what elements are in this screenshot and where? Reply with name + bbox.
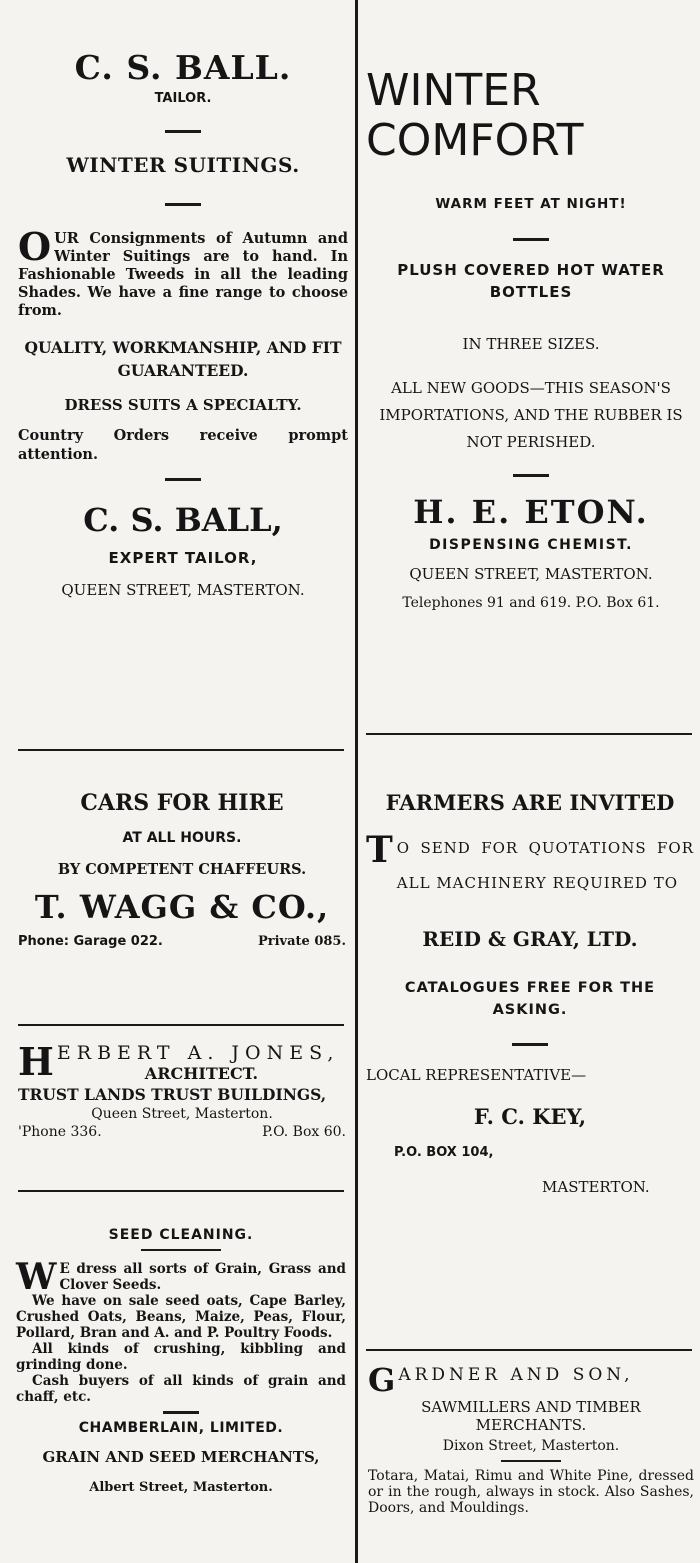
divider <box>512 1043 548 1046</box>
ball-trade: TAILOR. <box>154 91 212 106</box>
gardner-street: Dixon Street, Masterton. <box>442 1438 620 1454</box>
rule <box>366 1349 692 1351</box>
eton-phones: Telephones 91 and 619. P.O. Box 61. <box>402 595 660 611</box>
ad-gardner <box>360 1362 700 1516</box>
ball-guarantee: QUALITY, WORKMANSHIP, AND FIT GUARANTEED. <box>24 338 342 380</box>
seed-trade: GRAIN AND SEED MERCHANTS, <box>42 1448 320 1466</box>
wagg-name: T. WAGG & CO., <box>34 888 330 926</box>
eton-product-1: PLUSH COVERED HOT WATER <box>397 261 665 279</box>
divider <box>165 203 201 206</box>
jones-street: Queen Street, Masterton. <box>91 1106 273 1122</box>
ball-name: C. S. BALL. <box>74 48 292 87</box>
divider <box>513 474 549 477</box>
divider <box>501 1460 561 1462</box>
wagg-sub: AT ALL HOURS. <box>122 830 242 846</box>
eton-product-2: BOTTLES <box>489 283 573 301</box>
seed-p2: We have on sale seed oats, Cape Barley, Crushed Oats, Beans, Maize, Peas, Flour, Pollard, Bran and A. and P. Poultry Foods. <box>16 1293 346 1341</box>
jones-box: P.O. Box 60. <box>262 1124 346 1140</box>
divider <box>165 478 201 481</box>
rule <box>18 1024 344 1026</box>
ball-name-2: C. S. BALL, <box>83 501 283 539</box>
ball-body: OUR Consignments of Autumn and Winter Suitings are to hand. In Fashionable Tweeds in all the leading Shades. We have a fine range to choose from. <box>18 224 348 319</box>
eton-name: H. E. ETON. <box>413 493 649 531</box>
reid-headline: FARMERS ARE INVITED <box>385 790 675 815</box>
reid-catalogues: CATALOGUES FREE FOR THE ASKING. <box>404 980 656 1018</box>
rule <box>18 1190 344 1192</box>
eton-address: QUEEN STREET, MASTERTON. <box>409 565 653 583</box>
eton-title: DISPENSING CHEMIST. <box>429 537 633 553</box>
rule <box>18 749 344 751</box>
seed-p4: Cash buyers of all kinds of grain and chaff, etc. <box>16 1373 346 1405</box>
gardner-trade: SAWMILLERS AND TIMBER MERCHANTS. <box>421 1398 641 1434</box>
wagg-phones <box>18 934 346 949</box>
wagg-phone: Phone: Garage 022. <box>18 934 163 949</box>
divider <box>513 238 549 241</box>
reid-dropcap: T <box>366 829 394 871</box>
eton-goods: ALL NEW GOODS—THIS SEASON'S IMPORTATIONS, AND THE RUBBER IS NOT PERISHED. <box>379 379 683 451</box>
ad-chamberlain <box>0 1227 354 1495</box>
reid-local: LOCAL REPRESENTATIVE— <box>366 1066 587 1084</box>
ball-specialty: DRESS SUITS A SPECIALTY. <box>64 396 302 414</box>
rule <box>366 733 692 735</box>
seed-p3: All kinds of crushing, kibbling and grinding done. <box>16 1341 346 1373</box>
ad-cs-ball <box>0 48 354 599</box>
reid-box: P.O. BOX 104, <box>394 1145 494 1160</box>
divider <box>141 1249 221 1251</box>
eton-sizes: IN THREE SIZES. <box>462 335 600 353</box>
column-divider <box>355 0 358 1563</box>
ball-headline: WINTER SUITINGS. <box>66 153 300 177</box>
reid-company: REID & GRAY, LTD. <box>422 927 638 951</box>
wagg-headline: CARS FOR HIRE <box>80 790 284 816</box>
gardner-name: ARDNER AND SON, <box>398 1365 634 1385</box>
ball-country: Country Orders receive prompt attention. <box>18 427 348 463</box>
eton-headline-2: COMFORT <box>366 115 584 166</box>
seed-headline: SEED CLEANING. <box>108 1227 254 1243</box>
eton-headline-1: WINTER <box>366 65 541 116</box>
wagg-by: BY COMPETENT CHAFFEURS. <box>57 861 307 878</box>
reid-body: T O SEND FOR QUOTATIONS FOR ALL MACHINERY REQUIRED TO <box>366 829 694 892</box>
seed-dropcap: W <box>16 1256 57 1298</box>
seed-company: CHAMBERLAIN, LIMITED. <box>78 1420 284 1436</box>
gardner-name-line <box>368 1361 694 1399</box>
jones-title: ARCHITECT. <box>144 1064 259 1083</box>
wagg-private: Private 085. <box>257 934 346 949</box>
seed-address: Albert Street, Masterton. <box>89 1480 273 1495</box>
eton-sub: WARM FEET AT NIGHT! <box>435 196 627 212</box>
ball-dropcap: O <box>18 224 52 269</box>
reid-town: MASTERTON. <box>542 1178 650 1196</box>
gardner-body: Totara, Matai, Rimu and White Pine, dressed or in the rough, always in stock. Also Sashes, Doors, and Mouldings. <box>368 1468 694 1516</box>
jones-building: TRUST LANDS TRUST BUILDINGS, <box>18 1085 327 1104</box>
jones-dropcap: H <box>18 1039 54 1084</box>
jones-phone: 'Phone 336. <box>18 1124 102 1140</box>
reid-rep: F. C. KEY, <box>473 1104 587 1129</box>
jones-name: ERBERT A. JONES, <box>56 1042 340 1064</box>
divider <box>165 130 201 133</box>
ball-title: EXPERT TAILOR, <box>108 549 258 567</box>
ball-address: QUEEN STREET, MASTERTON. <box>61 581 305 599</box>
ad-eton <box>360 66 700 611</box>
gardner-dropcap: G <box>368 1361 396 1399</box>
ad-jones <box>0 1040 354 1140</box>
jones-contact <box>18 1124 346 1140</box>
ad-reid-gray <box>360 790 700 1196</box>
ad-wagg <box>0 790 354 949</box>
seed-p1: W E dress all sorts of Grain, Grass and Clover Seeds. <box>16 1256 346 1298</box>
divider <box>163 1411 199 1414</box>
